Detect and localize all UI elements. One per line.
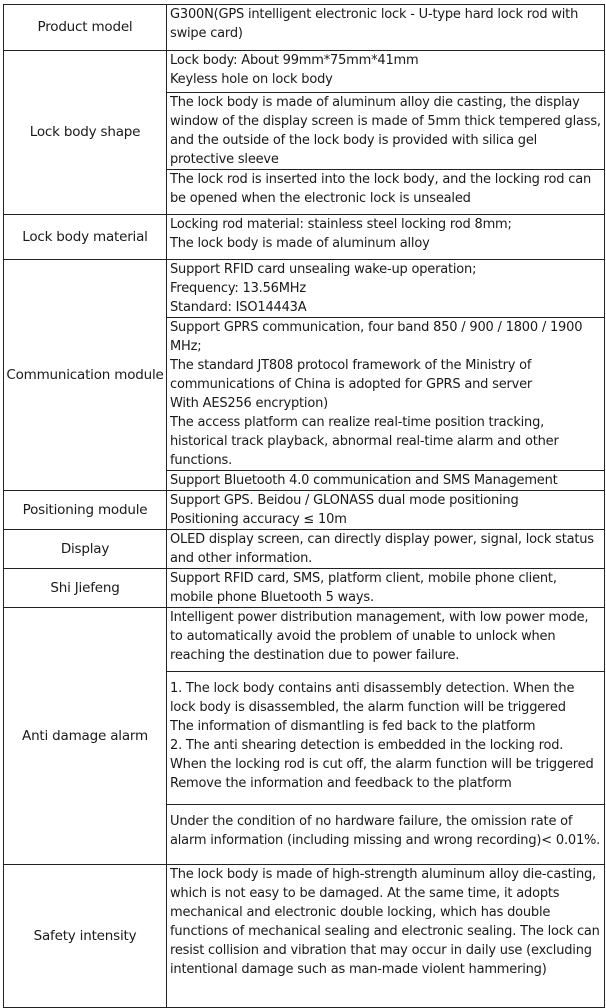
spec-value: [167, 471, 605, 491]
spec-row: [4, 608, 605, 672]
spec-value-line: With AES256 encryption): [170, 396, 329, 411]
spec-value: [167, 608, 605, 672]
spec-label: Lock body material: [4, 215, 167, 260]
spec-label: Product model: [4, 5, 167, 51]
spec-value: [167, 491, 605, 530]
spec-value: [167, 215, 605, 260]
spec-value-line: Support Bluetooth 4.0 communication and SMS Management: [170, 473, 558, 488]
spec-value-line: OLED display screen, can directly display power, signal, lock status and other information.: [170, 532, 598, 566]
spec-value: [167, 170, 605, 215]
spec-value-line: Standard: ISO14443A: [170, 300, 307, 315]
spec-value-line: Under the condition of no hardware failure, the omission rate of alarm information (including missing and wrong recording)< 0.01%.: [170, 814, 601, 848]
spec-value-line: Positioning accuracy ≤ 10m: [170, 512, 347, 527]
spec-label: Anti damage alarm: [4, 608, 167, 865]
spec-value-line: The information of dismantling is fed back to the platform: [170, 719, 536, 734]
spec-row: [4, 51, 605, 93]
spec-value: [167, 672, 605, 805]
spec-value-line: Locking rod material: stainless steel locking rod 8mm;: [170, 217, 512, 232]
spec-value: [167, 865, 605, 1008]
spec-value: [167, 260, 605, 318]
spec-label: Display: [4, 530, 167, 569]
spec-label: Safety intensity: [4, 865, 167, 1008]
spec-value: [167, 318, 605, 471]
spec-value-line: G300N(GPS intelligent electronic lock - U-type hard lock rod with swipe card): [170, 7, 583, 41]
spec-row: [4, 491, 605, 530]
spec-value-line: Frequency: 13.56MHz: [170, 281, 306, 296]
spec-value: [167, 51, 605, 93]
spec-value: [167, 5, 605, 51]
spec-value-line: Support GPS. Beidou / GLONASS dual mode positioning: [170, 493, 519, 508]
spec-row: [4, 569, 605, 608]
spec-value-line: 1. The lock body contains anti disassembly detection. When the lock body is disassembled, the alarm function will be triggered: [170, 681, 579, 715]
spec-label: Positioning module: [4, 491, 167, 530]
spec-value-line: The access platform can realize real-time position tracking, historical track playback, abnormal real-time alarm and other functions.: [170, 415, 563, 468]
spec-value: [167, 530, 605, 569]
spec-value-line: Support RFID card, SMS, platform client, mobile phone client, mobile phone Bluetooth 5 ways.: [170, 571, 561, 605]
spec-row: [4, 530, 605, 569]
spec-row: [4, 865, 605, 1008]
spec-label: Communication module: [4, 260, 167, 491]
spec-table: [3, 4, 605, 1008]
spec-row: [4, 260, 605, 318]
spec-value-line: 2. The anti shearing detection is embedded in the locking rod. When the locking rod is cut off, the alarm function will be triggered: [170, 738, 594, 772]
spec-value-line: Support RFID card unsealing wake-up operation;: [170, 262, 477, 277]
spec-value-line: Support GPRS communication, four band 850 / 900 / 1800 / 1900 MHz;: [170, 320, 587, 354]
spec-row: [4, 5, 605, 51]
spec-table-body: [4, 5, 605, 1008]
spec-row: [4, 215, 605, 260]
spec-value-line: The lock body is made of aluminum alloy: [170, 236, 430, 251]
spec-label: Shi Jiefeng: [4, 569, 167, 608]
spec-value-line: Remove the information and feedback to the platform: [170, 776, 512, 791]
spec-value: [167, 93, 605, 170]
spec-value-line: Lock body: About 99mm*75mm*41mm: [170, 53, 419, 68]
spec-value-line: The lock rod is inserted into the lock body, and the locking rod can be opened when the electronic lock is unsealed: [170, 172, 595, 206]
spec-value: [167, 805, 605, 865]
spec-label: Lock body shape: [4, 51, 167, 215]
spec-value-line: The standard JT808 protocol framework of the Ministry of communications of China is adopted for GPRS and server: [170, 358, 536, 392]
spec-value-line: Keyless hole on lock body: [170, 72, 333, 87]
spec-value-line: The lock body is made of high-strength aluminum alloy die-casting, which is not easy to be damaged. At the same time, it adopts mechanical and electronic double locking, which has double functions of mechanical sealing and electronic sealing. The lock can resist collision and vibration that may occur in daily use (excluding intentional damage such as man-made violent hammering): [170, 867, 604, 977]
spec-value: [167, 569, 605, 608]
spec-value-line: Intelligent power distribution management, with low power mode, to automatically avoid the problem of unable to unlock when reaching the destination due to power failure.: [170, 610, 593, 663]
spec-value-line: The lock body is made of aluminum alloy die casting, the display window of the display screen is made of 5mm thick tempered glass, and the outside of the lock body is provided with silica gel protective sleeve: [170, 95, 605, 167]
